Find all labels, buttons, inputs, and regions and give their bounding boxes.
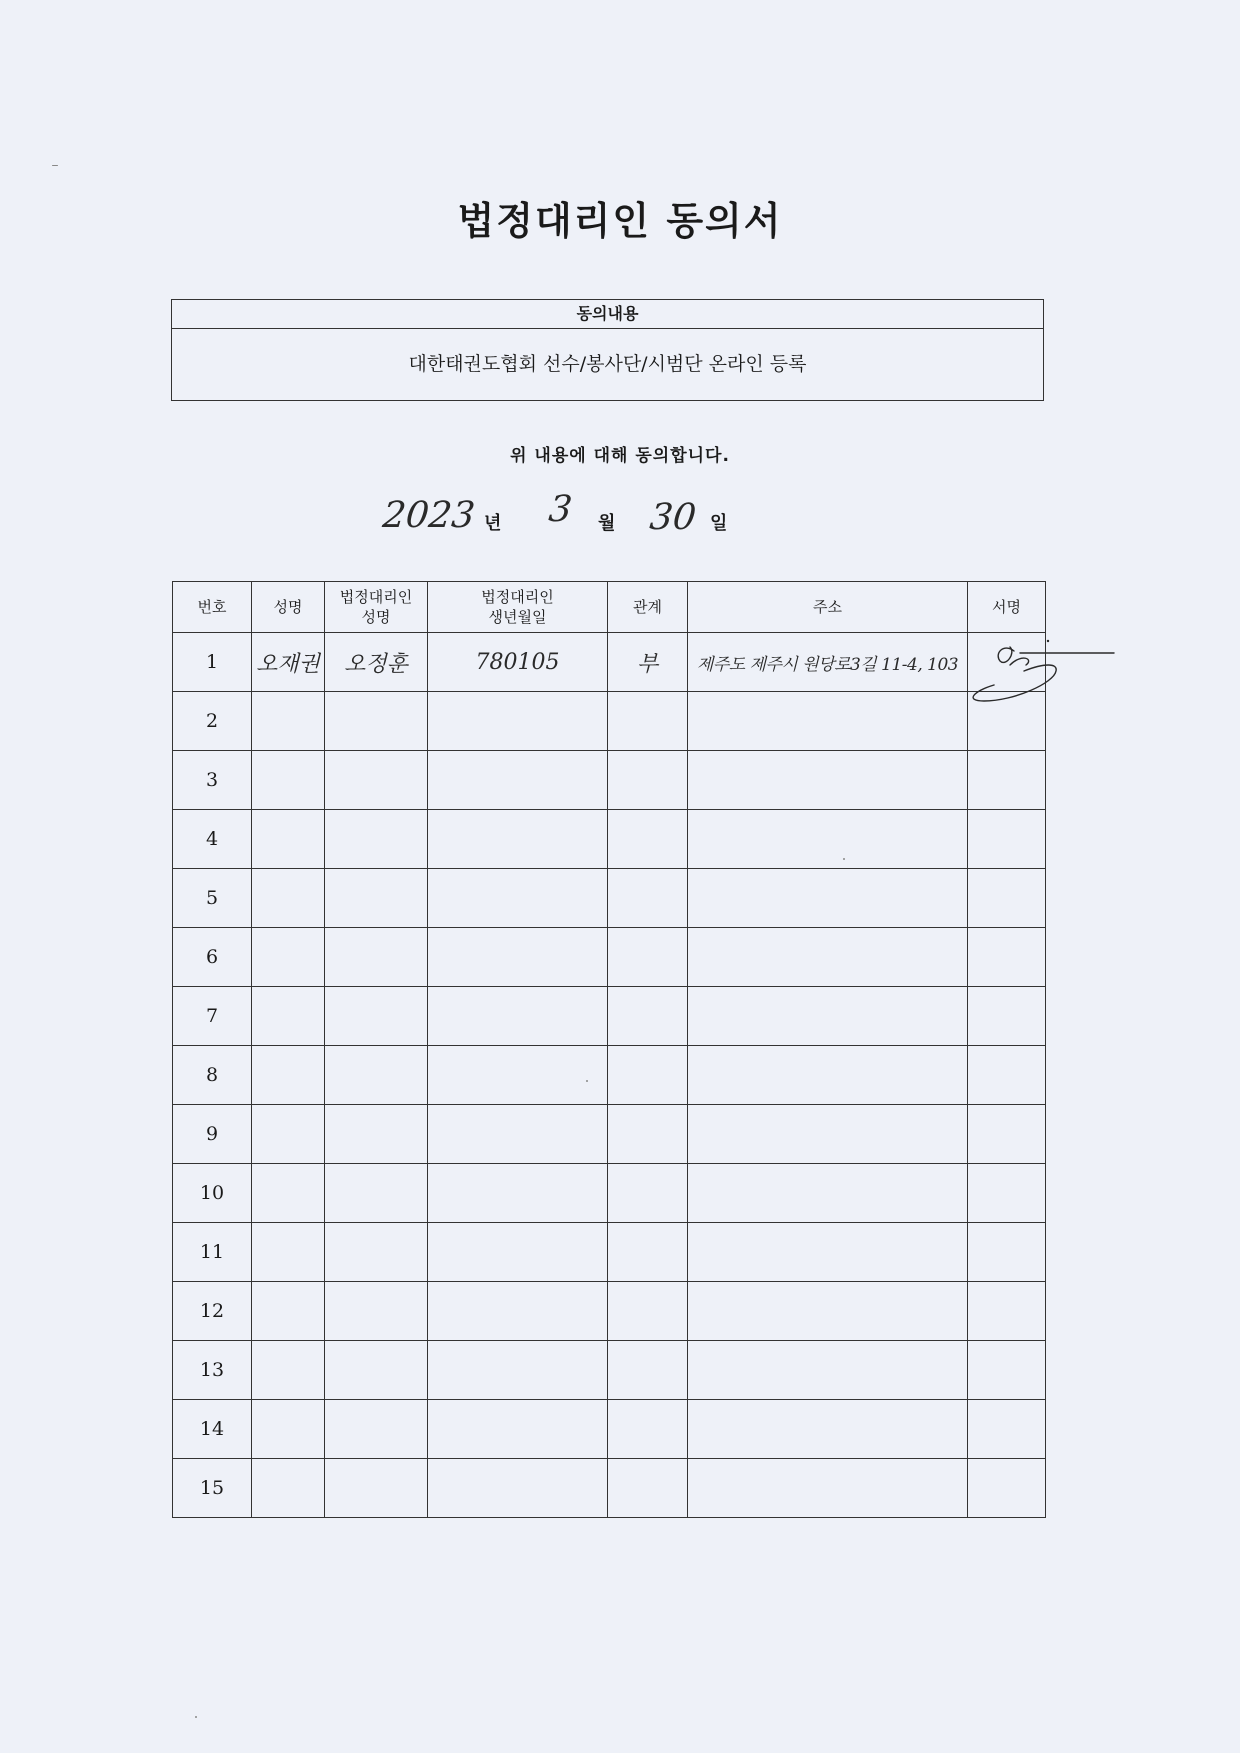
- cell-no: 4: [173, 810, 252, 869]
- cell-address: [688, 1282, 968, 1341]
- cell-guardian-birth: [428, 810, 608, 869]
- cell-signature: [968, 1282, 1046, 1341]
- cell-name: [252, 928, 325, 987]
- cell-address: 제주도 제주시 원당로3길 11-4, 103: [688, 633, 968, 692]
- consent-body: 대한태권도협회 선수/봉사단/시범단 온라인 등록: [408, 353, 807, 375]
- table-row: [173, 1459, 1046, 1518]
- cell-signature: [968, 1164, 1046, 1223]
- page-title: 법정대리인 동의서: [457, 199, 783, 243]
- cell-guardian-birth: [428, 1223, 608, 1282]
- cell-guardian-name: [325, 1164, 428, 1223]
- table-row: [173, 1105, 1046, 1164]
- table-row: [173, 1046, 1046, 1105]
- cell-guardian-name: [325, 987, 428, 1046]
- cell-guardian-name: [325, 1282, 428, 1341]
- cell-guardian-birth: [428, 928, 608, 987]
- cell-guardian-name: [325, 869, 428, 928]
- cell-guardian-birth: [428, 869, 608, 928]
- table-row: [173, 810, 1046, 869]
- date-year: 2023: [380, 495, 477, 536]
- table-row: [173, 1400, 1046, 1459]
- table-row: [173, 1164, 1046, 1223]
- cell-address: [688, 692, 968, 751]
- cell-relation: [608, 987, 688, 1046]
- cell-name: [252, 987, 325, 1046]
- header-signature: 서명: [968, 582, 1046, 633]
- cell-address: [688, 751, 968, 810]
- cell-address: [688, 1046, 968, 1105]
- table-row: [173, 1282, 1046, 1341]
- cell-guardian-birth: [428, 1046, 608, 1105]
- cell-address: [688, 1164, 968, 1223]
- cell-name: [252, 1459, 325, 1518]
- cell-name: [252, 1282, 325, 1341]
- cell-signature: [968, 928, 1046, 987]
- cell-relation: [608, 1282, 688, 1341]
- cell-guardian-name: 오정훈: [325, 633, 428, 692]
- table-row: [173, 1341, 1046, 1400]
- cell-guardian-birth: [428, 1105, 608, 1164]
- cell-relation: [608, 1164, 688, 1223]
- cell-name: 오재권: [252, 633, 325, 692]
- cell-guardian-birth: [428, 692, 608, 751]
- cell-relation: [608, 810, 688, 869]
- cell-relation: [608, 869, 688, 928]
- cell-address: [688, 869, 968, 928]
- cell-guardian-name: [325, 1046, 428, 1105]
- cell-name: [252, 1164, 325, 1223]
- cell-signature: [968, 1341, 1046, 1400]
- cell-address: [688, 810, 968, 869]
- cell-no: 15: [173, 1459, 252, 1518]
- date-month-unit: 월: [598, 513, 616, 534]
- date-line: [0, 489, 1240, 545]
- cell-relation: [608, 751, 688, 810]
- cell-relation: [608, 1046, 688, 1105]
- cell-guardian-name: [325, 1459, 428, 1518]
- cell-no: 6: [173, 928, 252, 987]
- cell-address: [688, 987, 968, 1046]
- header-address: 주소: [688, 582, 968, 633]
- cell-signature: [968, 1223, 1046, 1282]
- cell-address: [688, 1400, 968, 1459]
- cell-guardian-birth: [428, 1400, 608, 1459]
- cell-signature: [968, 1105, 1046, 1164]
- cell-name: [252, 1341, 325, 1400]
- cell-no: 8: [173, 1046, 252, 1105]
- cell-no: 10: [173, 1164, 252, 1223]
- cell-relation: 부: [608, 633, 688, 692]
- cell-signature: [968, 1459, 1046, 1518]
- date-month: 3: [546, 489, 575, 530]
- cell-no: 5: [173, 869, 252, 928]
- cell-relation: [608, 1341, 688, 1400]
- cell-signature: [968, 869, 1046, 928]
- cell-no: 2: [173, 692, 252, 751]
- cell-name: [252, 810, 325, 869]
- cell-guardian-name: [325, 751, 428, 810]
- consent-header: 동의내용: [172, 300, 1043, 329]
- cell-signature: [968, 1400, 1046, 1459]
- date-year-unit: 년: [484, 513, 502, 534]
- header-relation: 관계: [608, 582, 688, 633]
- cell-signature: [968, 810, 1046, 869]
- table-row: [173, 987, 1046, 1046]
- table-row: [173, 692, 1046, 751]
- header-guardian-birth: 법정대리인 생년월일: [428, 582, 608, 633]
- date-day-unit: 일: [710, 513, 728, 534]
- cell-address: [688, 1459, 968, 1518]
- cell-name: [252, 1400, 325, 1459]
- cell-name: [252, 1046, 325, 1105]
- cell-relation: [608, 1459, 688, 1518]
- cell-no: 1: [173, 633, 252, 692]
- table-header-row: [173, 582, 1046, 633]
- cell-no: 3: [173, 751, 252, 810]
- guardian-table: [172, 581, 1046, 1518]
- cell-guardian-birth: [428, 987, 608, 1046]
- table-row: [173, 751, 1046, 810]
- header-guardian-name: 법정대리인 성명: [325, 582, 428, 633]
- header-no: 번호: [173, 582, 252, 633]
- table-row: [173, 633, 1046, 692]
- cell-relation: [608, 692, 688, 751]
- cell-guardian-name: [325, 1105, 428, 1164]
- cell-guardian-name: [325, 1223, 428, 1282]
- cell-relation: [608, 1223, 688, 1282]
- consent-box: [171, 299, 1044, 401]
- cell-name: [252, 1223, 325, 1282]
- cell-guardian-birth: 780105: [428, 633, 608, 692]
- cell-address: [688, 1223, 968, 1282]
- cell-guardian-birth: [428, 1282, 608, 1341]
- cell-no: 13: [173, 1341, 252, 1400]
- cell-guardian-name: [325, 1341, 428, 1400]
- date-day: 30: [647, 497, 698, 538]
- cell-signature: [968, 987, 1046, 1046]
- cell-signature: [968, 751, 1046, 810]
- cell-relation: [608, 928, 688, 987]
- cell-guardian-birth: [428, 1341, 608, 1400]
- cell-relation: [608, 1400, 688, 1459]
- cell-address: [688, 1105, 968, 1164]
- cell-signature: [968, 1046, 1046, 1105]
- cell-guardian-name: [325, 928, 428, 987]
- cell-signature: [968, 633, 1046, 692]
- table-row: [173, 1223, 1046, 1282]
- agree-statement: 위 내용에 대해 동의합니다.: [510, 446, 730, 466]
- cell-name: [252, 692, 325, 751]
- cell-address: [688, 928, 968, 987]
- cell-name: [252, 751, 325, 810]
- cell-name: [252, 1105, 325, 1164]
- cell-guardian-name: [325, 810, 428, 869]
- cell-signature: [968, 692, 1046, 751]
- cell-no: 9: [173, 1105, 252, 1164]
- header-name: 성명: [252, 582, 325, 633]
- cell-guardian-name: [325, 692, 428, 751]
- cell-guardian-birth: [428, 1164, 608, 1223]
- table-row: [173, 869, 1046, 928]
- cell-no: 14: [173, 1400, 252, 1459]
- cell-relation: [608, 1105, 688, 1164]
- cell-no: 7: [173, 987, 252, 1046]
- cell-guardian-birth: [428, 1459, 608, 1518]
- table-row: [173, 928, 1046, 987]
- cell-no: 12: [173, 1282, 252, 1341]
- cell-no: 11: [173, 1223, 252, 1282]
- cell-name: [252, 869, 325, 928]
- cell-address: [688, 1341, 968, 1400]
- cell-guardian-birth: [428, 751, 608, 810]
- cell-guardian-name: [325, 1400, 428, 1459]
